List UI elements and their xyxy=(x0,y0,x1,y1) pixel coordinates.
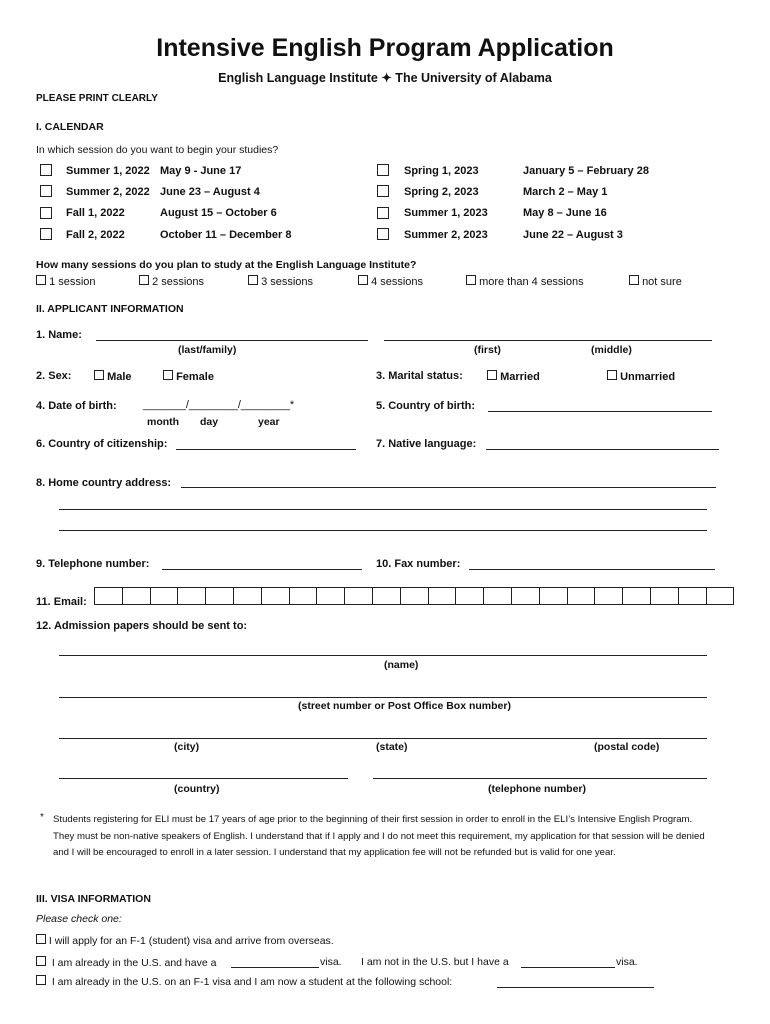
country-birth-label: 5. Country of birth: xyxy=(376,400,475,412)
checkbox[interactable] xyxy=(40,228,52,240)
email-char-cell[interactable] xyxy=(567,587,596,605)
session-dates: May 8 – June 16 xyxy=(523,207,607,219)
name-caption: (name) xyxy=(384,659,419,671)
please-check-one: Please check one: xyxy=(36,913,122,925)
checkbox[interactable] xyxy=(163,370,173,380)
note-asterisk: * xyxy=(40,812,44,823)
native-language-field[interactable] xyxy=(486,449,719,450)
marital-option-unmarried[interactable] xyxy=(607,370,675,383)
email-label: 11. Email: xyxy=(36,596,87,608)
first-caption: (first) xyxy=(474,344,501,356)
home-address-field-1[interactable] xyxy=(181,487,716,488)
marital-status-label: 3. Marital status: xyxy=(376,370,463,382)
email-char-cell[interactable] xyxy=(594,587,623,605)
fax-field[interactable] xyxy=(469,569,715,570)
citizenship-label: 6. Country of citizenship: xyxy=(36,438,168,450)
email-char-cell[interactable] xyxy=(400,587,429,605)
email-char-cell[interactable] xyxy=(316,587,345,605)
state-caption: (state) xyxy=(376,741,408,753)
count-option-label: 4 sessions xyxy=(371,276,424,288)
section-visa-heading: III. VISA INFORMATION xyxy=(36,893,151,905)
email-char-cell[interactable] xyxy=(539,587,568,605)
visa-suffix: visa. xyxy=(320,956,342,968)
form-subtitle: English Language Institute ✦ The University of Alabama xyxy=(218,71,552,85)
sex-option-female[interactable] xyxy=(163,370,214,383)
session-name: Summer 1, 2022 xyxy=(66,165,150,177)
visa-option-label: I am already in the U.S. on an F-1 visa and I am now a student at the following school: xyxy=(51,976,453,988)
count-option-label: not sure xyxy=(642,276,682,288)
telephone-label: 9. Telephone number: xyxy=(36,558,150,570)
married-label: Married xyxy=(500,371,540,383)
home-address-field-2[interactable] xyxy=(59,509,707,510)
postal-code-caption: (postal code) xyxy=(594,741,660,753)
email-char-cell[interactable] xyxy=(122,587,151,605)
session-row[interactable] xyxy=(377,164,389,179)
session-row[interactable] xyxy=(40,207,52,222)
checkbox[interactable] xyxy=(377,185,389,197)
email-char-cell[interactable] xyxy=(261,587,290,605)
section-calendar-heading: I. CALENDAR xyxy=(36,121,104,133)
checkbox[interactable] xyxy=(36,956,46,966)
unmarried-label: Unmarried xyxy=(620,371,676,383)
form-title: Intensive English Program Application xyxy=(156,34,614,62)
address-city-state-postal-field[interactable] xyxy=(59,738,707,739)
telephone-field[interactable] xyxy=(162,569,362,570)
dob-label: 4. Date of birth: xyxy=(36,400,117,412)
session-dates: August 15 – October 6 xyxy=(160,207,277,219)
count-option[interactable] xyxy=(36,275,96,288)
session-dates: March 2 – May 1 xyxy=(523,186,608,198)
female-label: Female xyxy=(176,371,214,383)
session-name: Spring 2, 2023 xyxy=(404,186,479,198)
checkbox[interactable] xyxy=(40,164,52,176)
email-char-cell[interactable] xyxy=(455,587,484,605)
email-char-cell[interactable] xyxy=(428,587,457,605)
checkbox[interactable] xyxy=(40,207,52,219)
checkbox[interactable] xyxy=(36,975,46,985)
visa-suffix: visa. xyxy=(616,956,638,968)
checkbox[interactable] xyxy=(629,275,639,285)
session-dates: June 23 – August 4 xyxy=(160,186,260,198)
count-option[interactable] xyxy=(629,275,682,288)
count-option-label: more than 4 sessions xyxy=(479,276,584,288)
section-applicant-heading: II. APPLICANT INFORMATION xyxy=(36,303,184,315)
email-char-cell[interactable] xyxy=(177,587,206,605)
count-option[interactable] xyxy=(358,275,423,288)
print-clearly-note: PLEASE PRINT CLEARLY xyxy=(36,93,158,104)
checkbox[interactable] xyxy=(94,370,104,380)
email-char-cell[interactable] xyxy=(205,587,234,605)
checkbox[interactable] xyxy=(377,207,389,219)
home-address-label: 8. Home country address: xyxy=(36,477,172,489)
citizenship-field[interactable] xyxy=(176,449,356,450)
middle-caption: (middle) xyxy=(591,344,632,356)
session-name: Summer 2, 2023 xyxy=(404,229,488,241)
checkbox[interactable] xyxy=(40,185,52,197)
session-dates: May 9 - June 17 xyxy=(160,165,242,177)
visa-option-f1-student[interactable] xyxy=(36,975,452,988)
day-caption: day xyxy=(200,416,219,428)
email-char-cell[interactable] xyxy=(233,587,262,605)
email-char-cell[interactable] xyxy=(483,587,512,605)
address-country-field[interactable] xyxy=(59,778,348,779)
checkbox[interactable] xyxy=(377,228,389,240)
year-caption: year xyxy=(258,416,280,428)
count-option-label: 3 sessions xyxy=(261,276,314,288)
email-char-cell[interactable] xyxy=(94,587,123,605)
session-dates: October 11 – December 8 xyxy=(160,229,292,241)
sex-label: 2. Sex: xyxy=(36,370,72,382)
session-row[interactable] xyxy=(377,185,389,200)
checkbox[interactable] xyxy=(466,275,476,285)
count-option[interactable] xyxy=(139,275,204,288)
current-school-field[interactable] xyxy=(497,987,654,988)
session-start-question: In which session do you want to begin your studies? xyxy=(36,144,279,156)
checkbox[interactable] xyxy=(36,934,46,944)
session-name: Summer 2, 2022 xyxy=(66,186,150,198)
email-char-cell[interactable] xyxy=(622,587,651,605)
count-option-label: 1 session xyxy=(49,276,96,288)
age-requirement-note: Students registering for ELI must be 17 years of age prior to the beginning of their first session in order to enroll in the ELI’s Intensive English Program. They must be non-native speakers of English. I understand that if I apply and I do not meet this requirement, my application for that session will be denied and I will be encouraged to enroll in a later session. I understand that my application fee will not be refunded but is valid for one year. xyxy=(53,814,705,858)
marital-option-married[interactable] xyxy=(487,370,540,383)
checkbox[interactable] xyxy=(139,275,149,285)
telephone-caption: (telephone number) xyxy=(488,783,587,795)
session-dates: January 5 – February 28 xyxy=(523,165,649,177)
email-char-cell[interactable] xyxy=(150,587,179,605)
count-option[interactable] xyxy=(466,275,584,288)
male-label: Male xyxy=(107,371,132,383)
address-name-field[interactable] xyxy=(59,655,707,656)
checkbox[interactable] xyxy=(377,164,389,176)
session-name: Fall 2, 2022 xyxy=(66,229,125,241)
last-family-caption: (last/family) xyxy=(178,344,237,356)
not-in-us-label: I am not in the U.S. but I have a xyxy=(361,956,509,968)
email-char-cell[interactable] xyxy=(511,587,540,605)
session-row[interactable] xyxy=(40,228,52,243)
native-language-label: 7. Native language: xyxy=(376,438,477,450)
session-dates: June 22 – August 3 xyxy=(523,229,623,241)
session-row[interactable] xyxy=(377,228,389,243)
fax-label: 10. Fax number: xyxy=(376,558,461,570)
visa-option-label: I will apply for an F-1 (student) visa and arrive from overseas. xyxy=(48,935,334,947)
session-row[interactable] xyxy=(377,207,389,222)
visa-option-f1-overseas[interactable] xyxy=(36,934,334,947)
admission-label: 12. Admission papers should be sent to: xyxy=(36,620,248,632)
email-char-cell[interactable] xyxy=(650,587,679,605)
month-caption: month xyxy=(147,416,180,428)
checkbox[interactable] xyxy=(358,275,368,285)
country-caption: (country) xyxy=(174,783,220,795)
session-row[interactable] xyxy=(40,164,52,179)
dob-field[interactable]: _______/________/________* xyxy=(143,399,295,411)
held-visa-field[interactable] xyxy=(521,967,615,968)
first-middle-name-field[interactable] xyxy=(384,340,712,341)
session-count-question: How many sessions do you plan to study at the English Language Institute? xyxy=(36,259,417,271)
city-caption: (city) xyxy=(174,741,200,753)
checkbox[interactable] xyxy=(607,370,617,380)
session-row[interactable] xyxy=(40,185,52,200)
last-name-field[interactable] xyxy=(96,340,368,341)
visa-option-label: I am already in the U.S. and have a xyxy=(51,957,217,969)
email-char-cell[interactable] xyxy=(678,587,707,605)
visa-option-in-us[interactable] xyxy=(36,956,216,969)
session-name: Spring 1, 2023 xyxy=(404,165,479,177)
address-street-field[interactable] xyxy=(59,697,707,698)
address-telephone-field[interactable] xyxy=(373,778,707,779)
current-visa-field[interactable] xyxy=(231,967,319,968)
sex-option-male[interactable] xyxy=(94,370,132,383)
checkbox[interactable] xyxy=(36,275,46,285)
home-address-field-3[interactable] xyxy=(59,530,707,531)
street-caption: (street number or Post Office Box number) xyxy=(298,700,511,712)
email-char-cell[interactable] xyxy=(344,587,373,605)
email-char-cell[interactable] xyxy=(289,587,318,605)
name-label: 1. Name: xyxy=(36,329,82,341)
count-option-label: 2 sessions xyxy=(152,276,205,288)
session-name: Summer 1, 2023 xyxy=(404,207,488,219)
checkbox[interactable] xyxy=(248,275,258,285)
country-birth-field[interactable] xyxy=(488,411,712,412)
session-name: Fall 1, 2022 xyxy=(66,207,125,219)
email-char-cell[interactable] xyxy=(372,587,401,605)
checkbox[interactable] xyxy=(487,370,497,380)
email-char-cell[interactable] xyxy=(706,587,735,605)
count-option[interactable] xyxy=(248,275,313,288)
